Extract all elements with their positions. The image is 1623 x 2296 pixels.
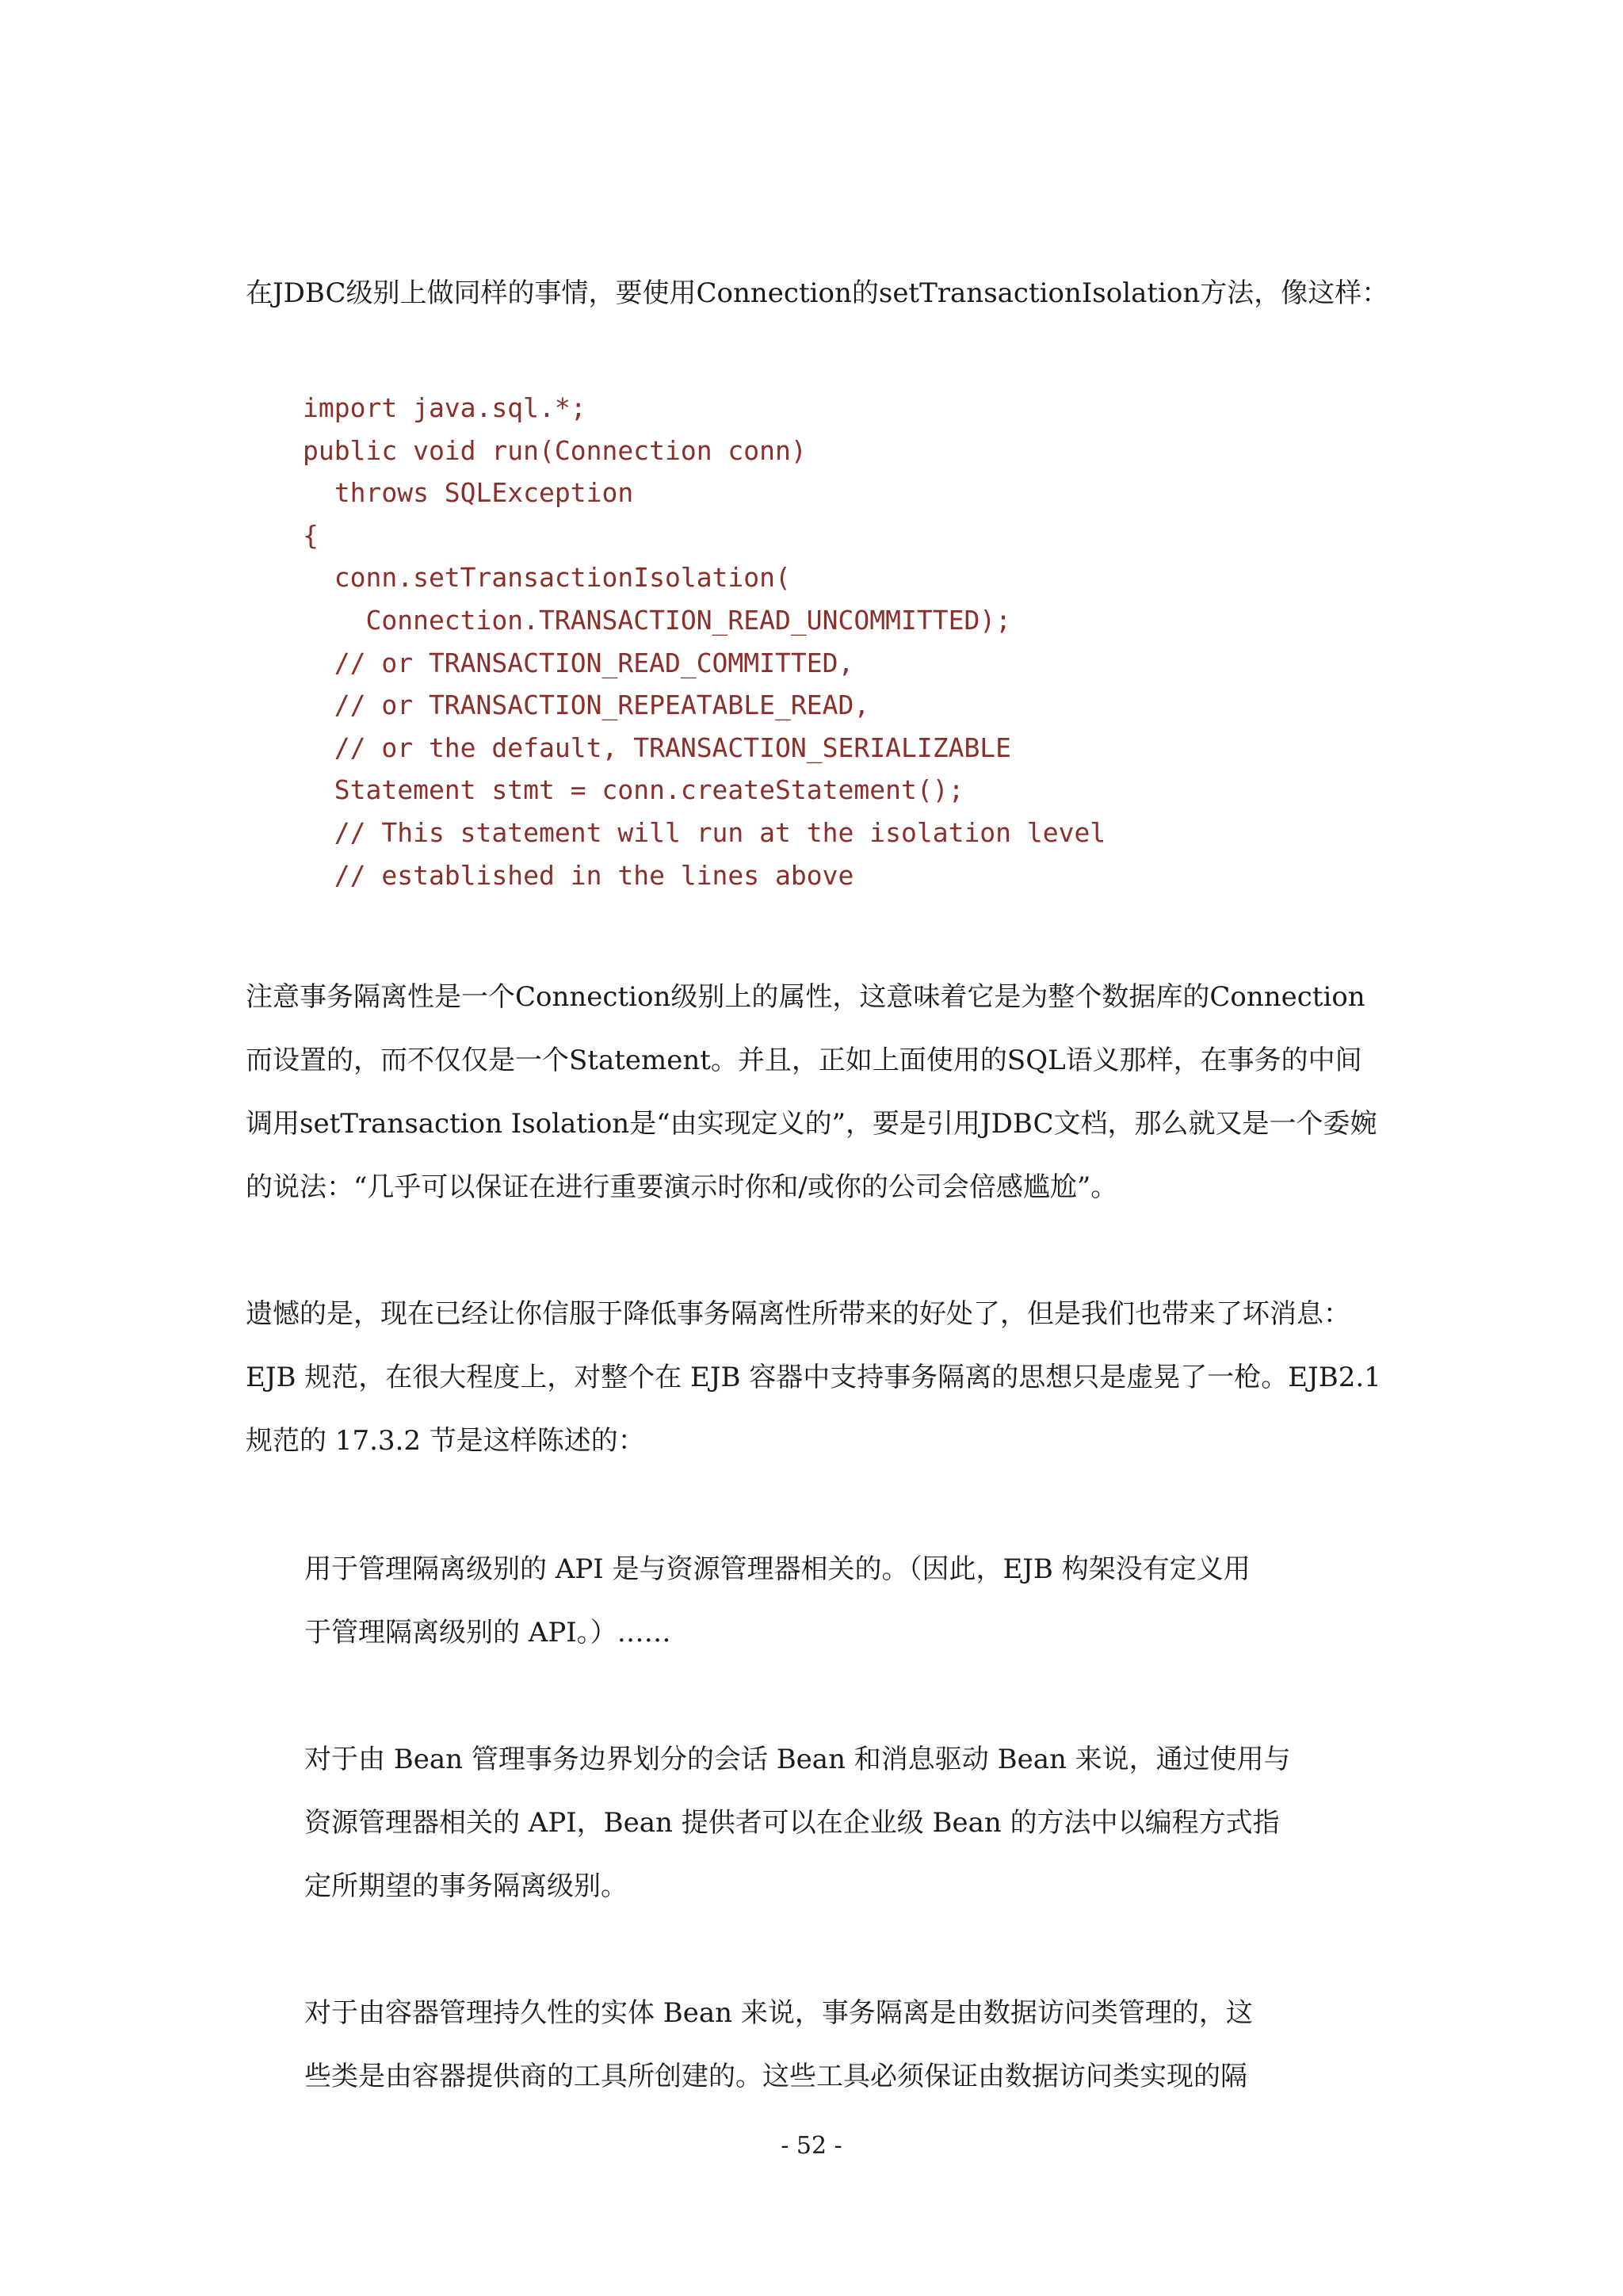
code-line: // This statement will run at the isolation level	[303, 816, 1106, 848]
text-line: 些类是由容器提供商的工具所创建的。这些工具必须保证由数据访问类实现的隔	[304, 2061, 1247, 2092]
code-line: {	[303, 519, 319, 551]
text-line: 而设置的，而不仅仅是一个Statement。并且，正如上面使用的SQL语义那样，在事务的中间	[246, 1045, 1362, 1076]
text-line: 规范的 17.3.2 节是这样陈述的：	[246, 1425, 645, 1457]
page-number: - 52 -	[781, 2132, 842, 2160]
code-line: // or TRANSACTION_REPEATABLE_READ,	[303, 690, 870, 721]
text-line: 用于管理隔离级别的 API 是与资源管理器相关的。（因此，EJB 构架没有定义用	[304, 1553, 1251, 1585]
spec-quote-container-managed	[304, 1981, 1327, 2108]
text-line: 遗憾的是，现在已经让你信服于降低事务隔离性所带来的好处了，但是我们也带来了坏消息：	[246, 1298, 1350, 1330]
text-line: EJB 规范，在很大程度上，对整个在 EJB 容器中支持事务隔离的思想只是虚晃了一枪。EJB2.1	[246, 1362, 1381, 1393]
intro-paragraph	[246, 262, 1389, 325]
text-line: 调用setTransaction Isolation是“由实现定义的”，要是引用JDBC文档，那么就又是一个委婉	[246, 1108, 1377, 1140]
isolation-paragraph	[246, 965, 1379, 1219]
text-line: 在JDBC级别上做同样的事情，要使用Connection的setTransactionIsolation方法，像这样：	[246, 277, 1389, 309]
text-line: 定所期望的事务隔离级别。	[304, 1870, 628, 1902]
spec-quote-bean-managed	[304, 1728, 1327, 1918]
code-line: Connection.TRANSACTION_READ_UNCOMMITTED);	[303, 604, 1012, 636]
text-line: 对于由容器管理持久性的实体 Bean 来说，事务隔离是由数据访问类管理的，这	[304, 1997, 1253, 2029]
ejb-spec-paragraph	[246, 1282, 1379, 1473]
code-line: throws SQLException	[303, 477, 634, 509]
spec-quote-api	[304, 1538, 1327, 1664]
text-line: 注意事务隔离性是一个Connection级别上的属性，这意味着它是为整个数据库的Connection	[246, 981, 1365, 1013]
text-line: 于管理隔离级别的 API。）……	[304, 1617, 671, 1648]
code-line: Statement stmt = conn.createStatement();	[303, 774, 964, 806]
text-line: 对于由 Bean 管理事务边界划分的会话 Bean 和消息驱动 Bean 来说，通过使用与	[304, 1744, 1291, 1775]
text-line: 的说法：“几乎可以保证在进行重要演示时你和/或你的公司会倍感尴尬”。	[246, 1171, 1118, 1203]
code-line: // or the default, TRANSACTION_SERIALIZABLE	[303, 732, 1012, 763]
code-line: // or TRANSACTION_READ_COMMITTED,	[303, 647, 854, 678]
code-block	[303, 387, 1106, 896]
code-line: conn.setTransactionIsolation(	[303, 562, 791, 594]
code-line: public void run(Connection conn)	[303, 434, 807, 466]
code-line: import java.sql.*;	[303, 392, 586, 423]
code-line: // established in the lines above	[303, 859, 854, 891]
text-line: 资源管理器相关的 API，Bean 提供者可以在企业级 Bean 的方法中以编程方式指	[304, 1807, 1280, 1839]
